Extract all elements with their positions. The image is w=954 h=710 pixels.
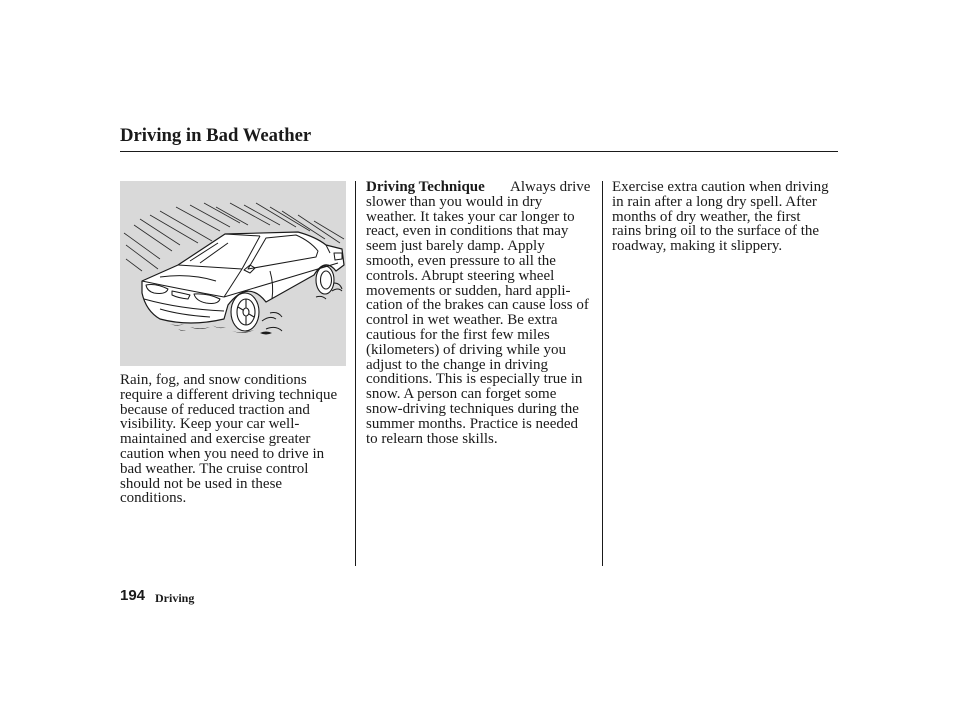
middle-text-line: slower than you would in dry (366, 193, 543, 210)
middle-text-line: cautious for the first few miles (366, 326, 550, 343)
car-in-rain-illustration (120, 181, 346, 366)
middle-text-line: cation of the brakes can cause loss of (366, 297, 589, 314)
column-divider-right (602, 181, 603, 566)
middle-column-text (366, 180, 589, 446)
page-number: 194 (120, 587, 146, 604)
left-text-line: visibility. Keep your car well- (120, 416, 300, 433)
driving-technique-first-line (366, 180, 589, 195)
middle-text-line: snow. A person can forget some (366, 386, 557, 403)
left-text-line: should not be used in these (120, 475, 283, 492)
left-text-line: Rain, fog, and snow conditions (120, 372, 307, 388)
middle-text-line: (kilometers) of driving while you (366, 341, 566, 358)
right-text-line: rains bring oil to the surface of the (612, 223, 820, 240)
middle-text-line: control in wet weather. Be extra (366, 312, 558, 329)
title-rule (120, 151, 838, 152)
middle-text-line: movements or sudden, hard appli- (366, 282, 571, 299)
driving-technique-lead: Always drive (510, 179, 591, 195)
left-text-line: conditions. (120, 490, 187, 507)
right-column-text (612, 180, 829, 254)
left-text-line: require a different driving technique (120, 386, 338, 403)
middle-text-line: adjust to the change in driving (366, 356, 549, 373)
middle-text-line: weather. It takes your car longer to (366, 208, 575, 225)
middle-text-line: conditions. This is especially true in (366, 371, 583, 388)
driving-technique-heading: Driving Technique (366, 179, 485, 195)
left-column-text (120, 373, 337, 506)
middle-text-line: to relearn those skills. (366, 430, 498, 447)
left-text-line: caution when you need to drive in (120, 445, 325, 462)
right-text-line: in rain after a long dry spell. After (612, 193, 817, 210)
left-text-line: because of reduced traction and (120, 401, 310, 418)
page-title: Driving in Bad Weather (120, 125, 312, 146)
column-divider-left (355, 181, 356, 566)
middle-text-line: controls. Abrupt steering wheel (366, 267, 555, 284)
right-text-line: months of dry weather, the first (612, 208, 801, 225)
car-in-rain-icon (120, 181, 346, 366)
left-text-line: maintained and exercise greater (120, 431, 311, 448)
footer-section-name: Driving (155, 591, 195, 605)
middle-text-line: smooth, even pressure to all the (366, 252, 556, 269)
middle-text-line: snow-driving techniques during the (366, 400, 579, 417)
right-text-line: Exercise extra caution when driving (612, 179, 829, 195)
middle-text-line: summer months. Practice is needed (366, 415, 579, 432)
right-text-line: roadway, making it slippery. (612, 238, 783, 255)
left-text-line: bad weather. The cruise control (120, 460, 309, 477)
middle-text-line: seem just barely damp. Apply (366, 238, 545, 255)
middle-text-line: react, even in conditions that may (366, 223, 569, 240)
